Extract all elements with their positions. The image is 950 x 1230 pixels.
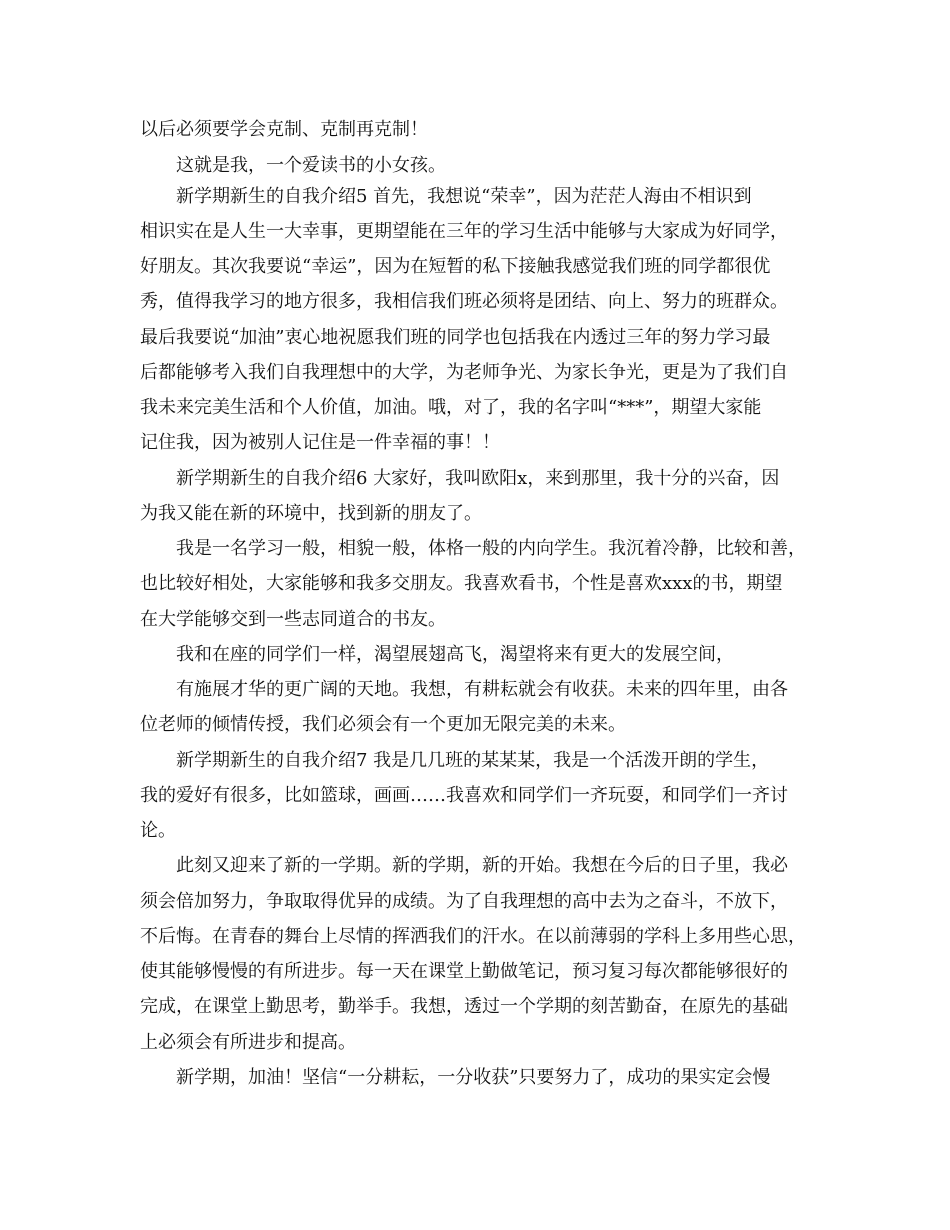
text-line: 在大学能够交到一些志同道合的书友。 xyxy=(140,609,446,630)
text-line: 相识实在是人生一大幸事，更期望能在三年的学习生活中能够与大家成为好同学， xyxy=(140,221,788,242)
text-line: 为我又能在新的环境中，找到新的朋友了。 xyxy=(140,503,482,524)
text-line: 新学期新生的自我介绍7 我是几几班的某某某，我是一个活泼开朗的学生， xyxy=(176,750,770,771)
text-line: 以后必须要学会克制、克制再克制！ xyxy=(140,119,428,140)
text-line: 好朋友。其次我要说“幸运”，因为在短暂的私下接触我感觉我们班的同学都很优 xyxy=(140,256,771,277)
text-line: 论。 xyxy=(140,820,176,841)
text-line: 我的爱好有很多，比如篮球，画画……我喜欢和同学们一齐玩耍，和同学们一齐讨 xyxy=(140,785,788,806)
text-line: 这就是我，一个爱读书的小女孩。 xyxy=(176,155,446,176)
text-line: 位老师的倾情传授，我们必须会有一个更加无限完美的未来。 xyxy=(140,714,626,735)
text-line: 使其能够慢慢的有所进步。每一天在课堂上勤做笔记，预习复习每次都能够很好的 xyxy=(140,961,788,982)
text-line: 新学期新生的自我介绍6 大家好，我叫欧阳x，来到那里，我十分的兴奋，因 xyxy=(176,468,780,489)
text-line: 最后我要说“加油”衷心地祝愿我们班的同学也包括我在内透过三年的努力学习最 xyxy=(140,327,771,348)
text-line: 须会倍加努力，争取取得优异的成绩。为了自我理想的高中去为之奋斗，不放下， xyxy=(140,891,788,912)
text-line: 有施展才华的更广阔的天地。我想，有耕耘就会有收获。未来的四年里，由各 xyxy=(176,679,788,700)
text-line: 上必须会有所进步和提高。 xyxy=(140,1032,356,1053)
text-line: 也比较好相处，大家能够和我多交朋友。我喜欢看书，个性是喜欢xxx的书，期望 xyxy=(140,573,783,594)
text-line: 秀，值得我学习的地方很多，我相信我们班必须将是团结、向上、努力的班群众。 xyxy=(140,291,788,312)
text-line: 我是一名学习一般，相貌一般，体格一般的内向学生。我沉着冷静，比较和善， xyxy=(176,538,806,559)
text-line: 我和在座的同学们一样，渴望展翅高飞，渴望将来有更大的发展空间， xyxy=(176,644,734,665)
text-line: 记住我，因为被别人记住是一件幸福的事！！ xyxy=(140,432,500,453)
text-line: 完成，在课堂上勤思考，勤举手。我想，透过一个学期的刻苦勤奋，在原先的基础 xyxy=(140,996,788,1017)
text-line: 新学期，加油！坚信“一分耕耘，一分收获”只要努力了，成功的果实定会慢 xyxy=(176,1067,771,1088)
text-line: 后都能够考入我们自我理想中的大学，为老师争光、为家长争光，更是为了我们自 xyxy=(140,362,788,383)
text-line: 不后悔。在青春的舞台上尽情的挥洒我们的汗水。在以前薄弱的学科上多用些心思， xyxy=(140,926,806,947)
text-line: 我未来完美生活和个人价值，加油。哦，对了，我的名字叫“***”，期望大家能 xyxy=(140,397,762,418)
text-line: 此刻又迎来了新的一学期。新的学期，新的开始。我想在今后的日子里，我必 xyxy=(176,855,788,876)
text-line: 新学期新生的自我介绍5 首先，我想说“荣幸”，因为茫茫人海由不相识到 xyxy=(176,186,752,207)
